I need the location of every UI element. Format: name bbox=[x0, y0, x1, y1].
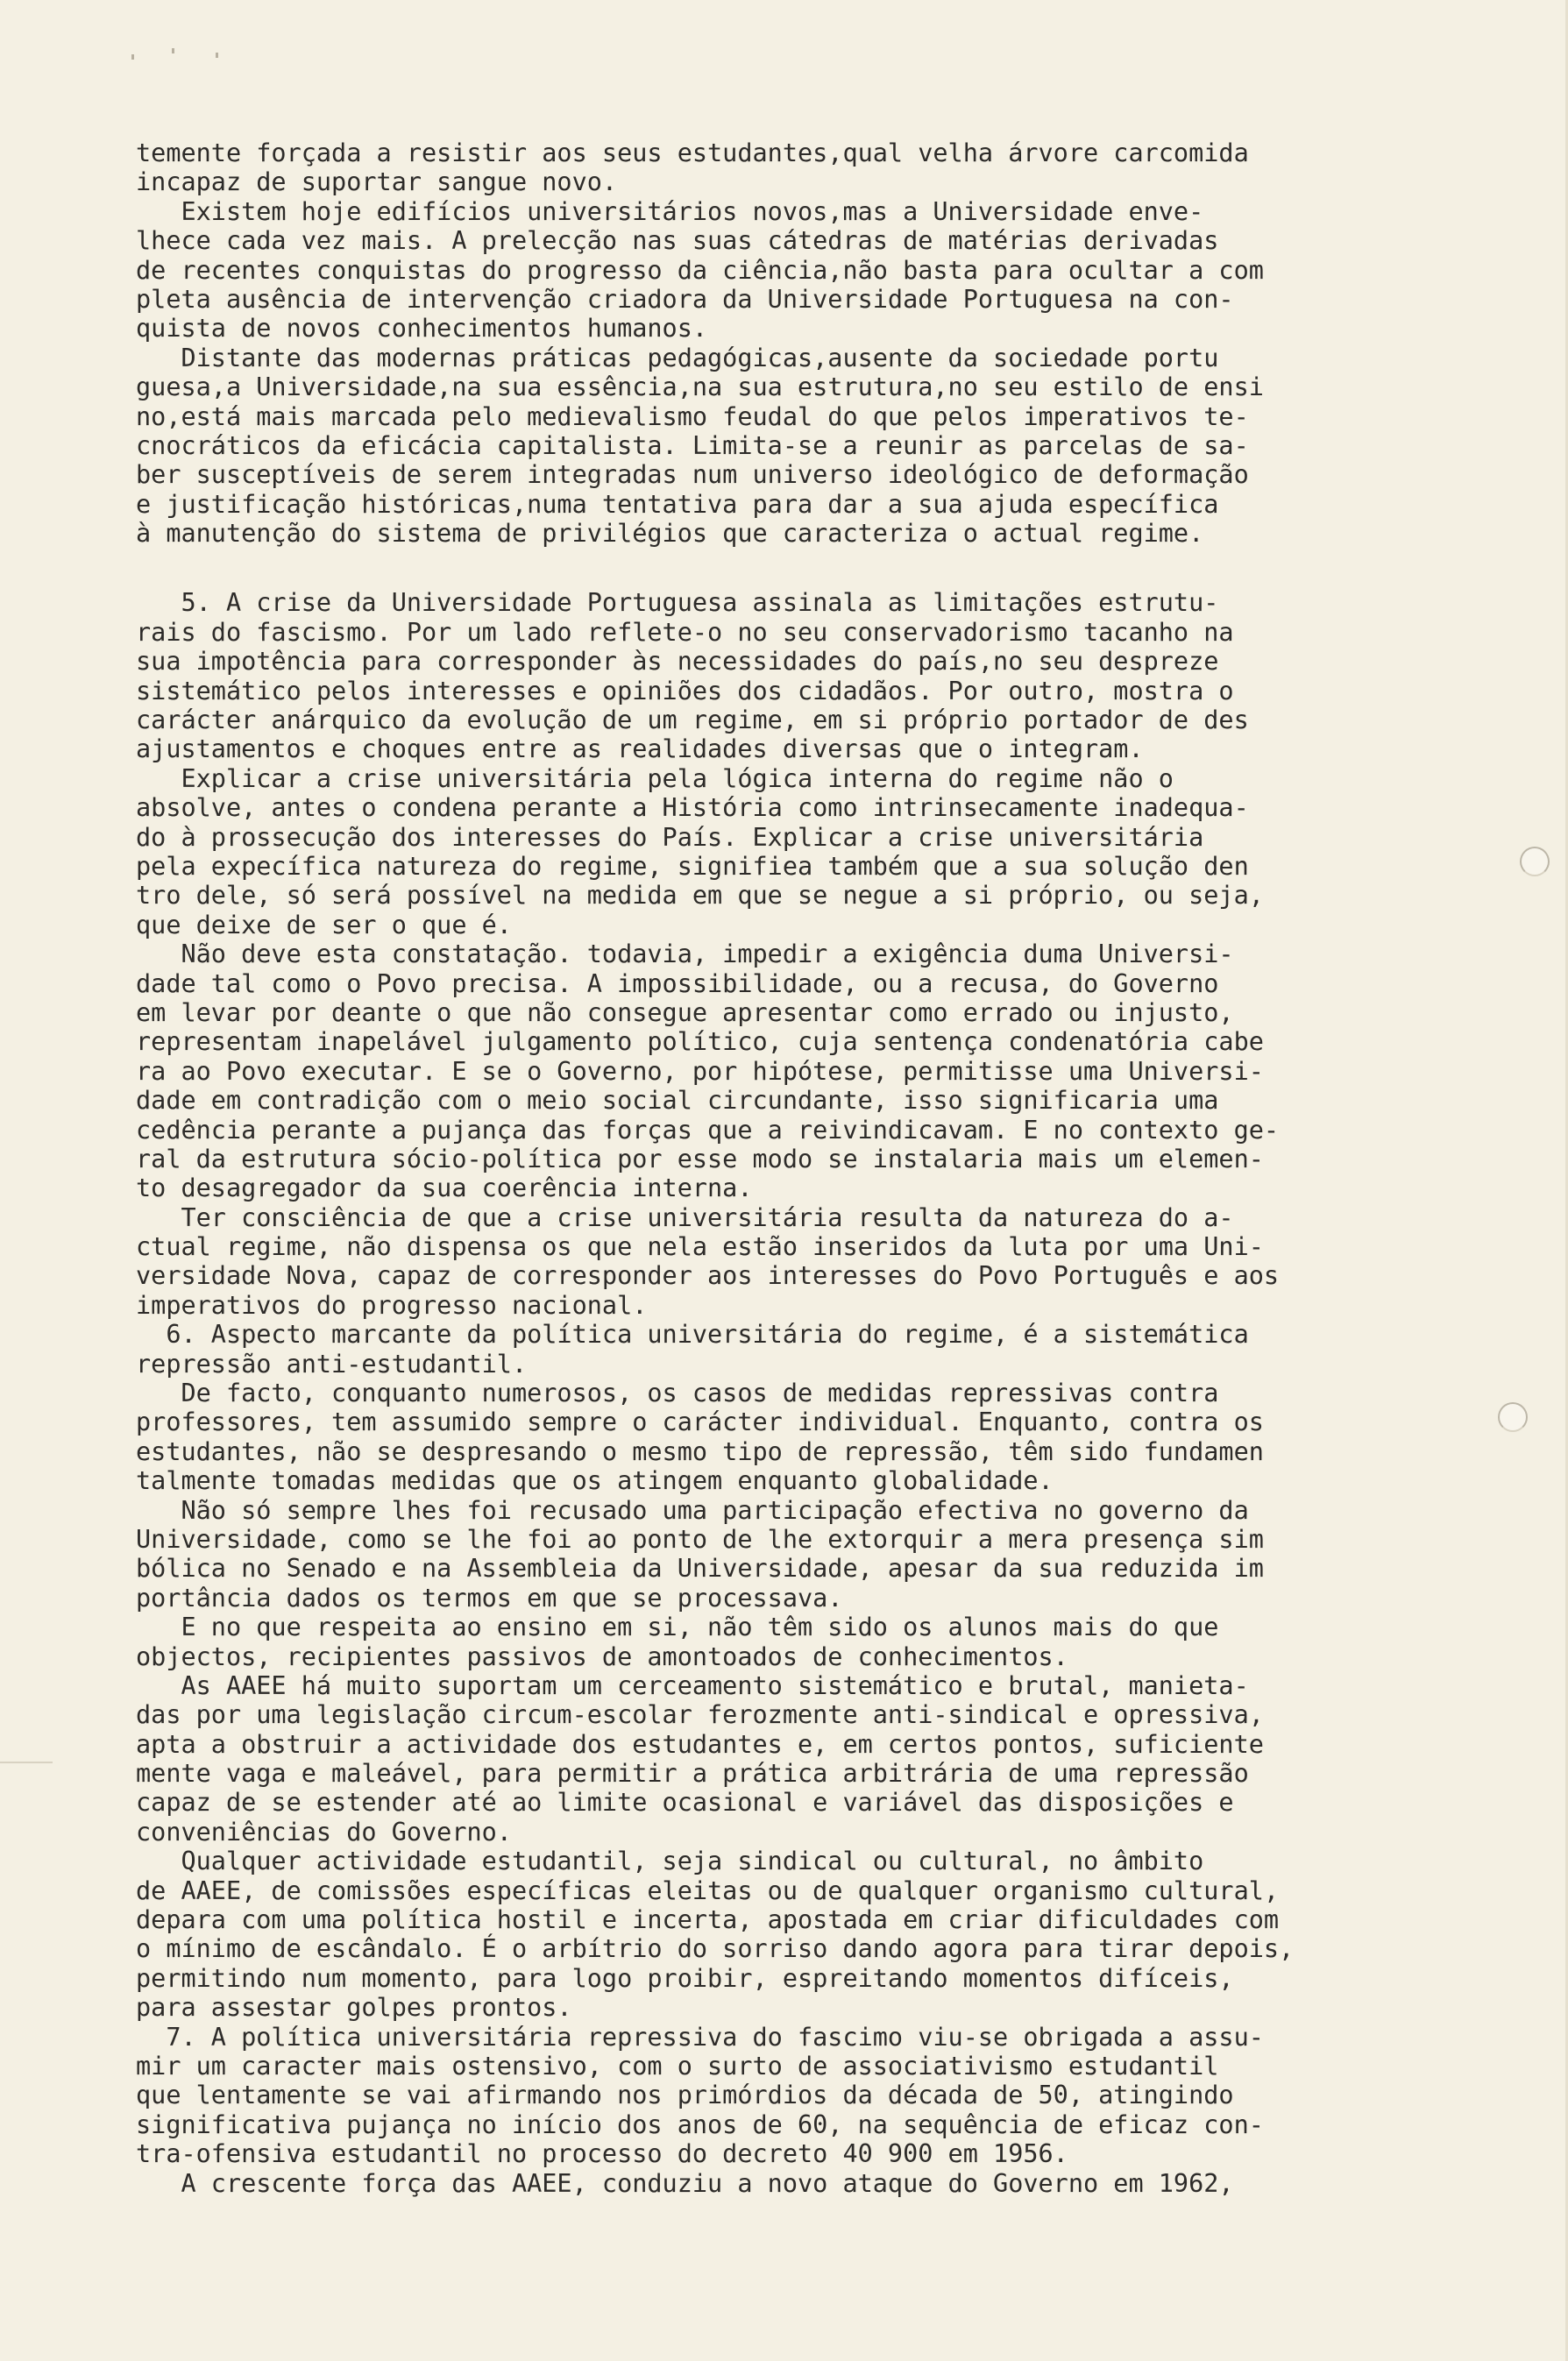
text-line: pleta ausência de intervenção criadora da Universidade Portuguesa na con- bbox=[136, 284, 1234, 314]
text-line: Universidade, como se lhe foi ao ponto de lhe extorquir a mera presença sim bbox=[136, 1524, 1264, 1554]
text-line: que lentamente se vai afirmando nos primórdios da década de 50, atingindo bbox=[136, 2081, 1234, 2110]
text-line: incapaz de suportar sangue novo. bbox=[136, 167, 618, 197]
text-line: Ter consciência de que a crise universitária resulta da natureza do a- bbox=[136, 1202, 1234, 1232]
text-line: A crescente força das AAEE, conduziu a novo ataque do Governo em 1962, bbox=[136, 2168, 1234, 2198]
text-line: dade em contradição com o meio social circundante, isso significaria uma bbox=[136, 1086, 1219, 1116]
text-line: Não só sempre lhes foi recusado uma participação efectiva no governo da bbox=[136, 1495, 1249, 1525]
text-line: As AAEE há muito suportam um cerceamento sistemático e brutal, manieta- bbox=[136, 1670, 1249, 1700]
text-line: bólica no Senado e na Assembleia da Universidade, apesar da sua reduzida im bbox=[136, 1554, 1264, 1584]
text-line: tro dele, só será possível na medida em que se negue a si próprio, ou seja, bbox=[136, 881, 1264, 911]
text-line: ra ao Povo executar. E se o Governo, por hipótese, permitisse uma Universi- bbox=[136, 1056, 1264, 1086]
text-line: pela expecífica natureza do regime, signifiea também que a sua solução den bbox=[136, 851, 1249, 881]
text-line: imperativos do progresso nacional. bbox=[136, 1290, 648, 1320]
text-line: cedência perante a pujança das forças que a reivindicavam. E no contexto ge- bbox=[136, 1115, 1280, 1145]
text-line: no,está mais marcada pelo medievalismo feudal do que pelos imperativos te- bbox=[136, 401, 1249, 431]
text-line: ctual regime, não dispensa os que nela estão inseridos da luta por uma Uni- bbox=[136, 1232, 1264, 1262]
text-line: de recentes conquistas do progresso da ciência,não basta para ocultar a com bbox=[136, 255, 1264, 285]
text-line: lhece cada vez mais. A prelecção nas suas cátedras de matérias derivadas bbox=[136, 226, 1219, 256]
paper-crease bbox=[0, 1762, 53, 1763]
text-line: em levar por deante o que não consegue apresentar como errado ou injusto, bbox=[136, 997, 1234, 1027]
text-line: de AAEE, de comissões específicas eleitas ou de qualquer organismo cultural, bbox=[136, 1875, 1280, 1905]
text-line: ajustamentos e choques entre as realidades diversas que o integram. bbox=[136, 734, 1144, 764]
text-line: ral da estrutura sócio-política por esse modo se instalaria mais um elemen- bbox=[136, 1144, 1264, 1173]
text-line: 5. A crise da Universidade Portuguesa assinala as limitações estrutu- bbox=[136, 588, 1219, 618]
typewritten-text-body bbox=[136, 138, 1468, 2198]
text-line: significativa pujança no início dos anos de 60, na sequência de eficaz con- bbox=[136, 2109, 1264, 2139]
text-line: to desagregador da sua coerência interna. bbox=[136, 1173, 753, 1203]
text-line: tra-ofensiva estudantil no processo do decreto 40 900 em 1956. bbox=[136, 2139, 1068, 2169]
text-line: capaz de se estender até ao limite ocasional e variável das disposições e bbox=[136, 1788, 1234, 1818]
text-line: professores, tem assumido sempre o carácter individual. Enquanto, contra os bbox=[136, 1407, 1264, 1437]
text-line: objectos, recipientes passivos de amontoados de conhecimentos. bbox=[136, 1641, 1068, 1671]
text-line: sistemático pelos interesses e opiniões dos cidadãos. Por outro, mostra o bbox=[136, 676, 1234, 705]
text-line: rais do fascismo. Por um lado reflete-o no seu conservadorismo tacanho na bbox=[136, 617, 1234, 647]
text-line: do à prossecução dos interesses do País. Explicar a crise universitária bbox=[136, 822, 1204, 852]
text-line: representam inapelável julgamento político, cuja sentença condenatória cabe bbox=[136, 1027, 1264, 1057]
text-line: quista de novos conhecimentos humanos. bbox=[136, 314, 708, 344]
text-line: portância dados os termos em que se processava. bbox=[136, 1583, 843, 1613]
text-line: estudantes, não se despresando o mesmo tipo de repressão, têm sido fundamen bbox=[136, 1436, 1264, 1466]
text-line: Explicar a crise universitária pela lógica interna do regime não o bbox=[136, 763, 1174, 793]
text-line: carácter anárquico da evolução de um regime, em si próprio portador de des bbox=[136, 705, 1249, 735]
paper-speck bbox=[172, 48, 174, 53]
text-line: De facto, conquanto numerosos, os casos de medidas repressivas contra bbox=[136, 1379, 1219, 1408]
text-line: à manutenção do sistema de privilégios que caracteriza o actual regime. bbox=[136, 519, 1204, 549]
text-line: para assestar golpes prontos. bbox=[136, 1993, 572, 2023]
text-line: guesa,a Universidade,na sua essência,na sua estrutura,no seu estilo de ensi bbox=[136, 372, 1264, 402]
punch-hole bbox=[1520, 847, 1550, 876]
text-line: Existem hoje edifícios universitários novos,mas a Universidade enve- bbox=[136, 196, 1204, 226]
text-line: E no que respeita ao ensino em si, não têm sido os alunos mais do que bbox=[136, 1613, 1219, 1642]
paper-speck bbox=[216, 53, 218, 58]
text-line: permitindo num momento, para logo proibir, espreitando momentos difíceis, bbox=[136, 1963, 1234, 1993]
text-line: absolve, antes o condena perante a História como intrinsecamente inadequa- bbox=[136, 793, 1249, 823]
text-line: talmente tomadas medidas que os atingem enquanto globalidade. bbox=[136, 1466, 1054, 1496]
text-line: 7. A política universitária repressiva do fascimo viu-se obrigada a assu- bbox=[136, 2022, 1264, 2052]
text-line: mente vaga e maleável, para permitir a prática arbitrária de uma repressão bbox=[136, 1759, 1249, 1789]
text-line: Qualquer actividade estudantil, seja sindical ou cultural, no âmbito bbox=[136, 1847, 1204, 1876]
punch-hole bbox=[1498, 1402, 1528, 1432]
text-line: mir um caracter mais ostensivo, com o surto de associativismo estudantil bbox=[136, 2052, 1219, 2081]
paper-speck bbox=[131, 54, 134, 60]
text-line: das por uma legislação circum-escolar ferozmente anti-sindical e opressiva, bbox=[136, 1700, 1264, 1730]
text-line: cnocráticos da eficácia capitalista. Limita-se a reunir as parcelas de sa- bbox=[136, 430, 1249, 460]
text-line: Não deve esta constatação. todavia, impedir a exigência duma Universi- bbox=[136, 939, 1234, 969]
text-line: repressão anti-estudantil. bbox=[136, 1349, 528, 1379]
text-line: depara com uma política hostil e incerta, apostada em criar dificuldades com bbox=[136, 1905, 1280, 1935]
text-line: que deixe de ser o que é. bbox=[136, 910, 512, 939]
text-line: 6. Aspecto marcante da política universitária do regime, é a sistemática bbox=[136, 1320, 1249, 1350]
paragraph-gap bbox=[136, 548, 1468, 588]
text-line: versidade Nova, capaz de corresponder aos interesses do Povo Português e aos bbox=[136, 1261, 1280, 1291]
text-line: e justificação históricas,numa tentativa para dar a sua ajuda específica bbox=[136, 489, 1219, 519]
text-line: temente forçada a resistir aos seus estudantes,qual velha árvore carcomida bbox=[136, 138, 1249, 167]
text-line: dade tal como o Povo precisa. A impossibilidade, ou a recusa, do Governo bbox=[136, 968, 1219, 998]
text-line: o mínimo de escândalo. É o arbítrio do sorriso dando agora para tirar depois, bbox=[136, 1934, 1295, 1964]
text-line: conveniências do Governo. bbox=[136, 1817, 512, 1847]
text-line: Distante das modernas práticas pedagógicas,ausente da sociedade portu bbox=[136, 343, 1219, 372]
text-line: apta a obstruir a actividade dos estudantes e, em certos pontos, suficiente bbox=[136, 1729, 1264, 1759]
text-line: sua impotência para corresponder às necessidades do país,no seu despreze bbox=[136, 647, 1219, 677]
text-line: ber susceptíveis de serem integradas num universo ideológico de deformação bbox=[136, 460, 1249, 490]
